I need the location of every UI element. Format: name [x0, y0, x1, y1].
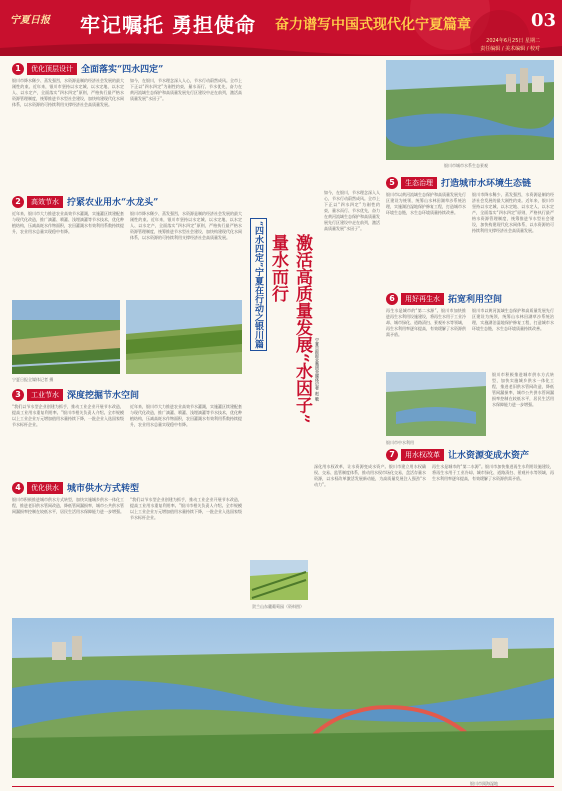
section-4-col-a: 银川市积极推进城市供水方式转型，加快实施城乡供水一体化工程，推进老旧供水管网改造，降低管网漏损率，城市公共供水管网漏损率控制在较低水平，居民生活用水保障能力进一步增强。: [12, 497, 124, 514]
section-2-col-a: 近年来，银川市大力推进农业高效节水灌溉，实施灌区续建配套与现代化改造，推广滴灌、喷灌、浅埋滴灌等节水技术，优化种植结构，压减高耗水作物面积，农田灌溉水有效利用系数持续提升，农业用水总量实现稳中有降。: [12, 211, 124, 234]
city-photo-caption: 银川市城市水系生态景观: [444, 163, 488, 168]
page-main-title: 牢记嘱托 勇担使命: [80, 13, 256, 37]
page-sub-title: 奋力谱写中国式现代化宁夏篇章: [275, 17, 471, 33]
editor-credit: 责任编辑 / 美术编辑 / 校对: [480, 46, 540, 52]
section-1-col-b: 如今，在银川，节水理念深入人心，节水行动蔚然成风。全市上下正以“四水四定”为刚性约束，量水而行、节水优先，奋力在黄河流域生态保护和高质量发展先行区建设中走在前列，激活高质量发展“水因子”。: [130, 78, 242, 101]
reclaimed-water-photo: [386, 372, 486, 436]
vineyard-caption: 贺兰山东麓葡萄园（资料图）: [252, 604, 304, 609]
feature-byline: 宁夏日报报业集团全媒体记者 赵 敏: [315, 338, 320, 401]
section-title: 打造城市水环境生态链: [441, 179, 532, 189]
section-2-col-b: 银川市降水稀少、蒸发强烈，水资源是制约经济社会发展的最大刚性约束。近年来，银川市坚持以水定城、以水定地、以水定人、以水定产，全面落实“四水四定”原则，严格执行最严格水资源管理制度，统筹推进节水型社会建设，加快构建现代化水网体系，以水资源的可持续利用支撑经济社会高质量发展。: [130, 211, 242, 240]
section-kicker: 优化供水: [27, 482, 63, 494]
farmland-photo: [12, 300, 120, 374]
section-title: 城市供水方式转型: [67, 484, 140, 494]
section-1-col-a: 银川市降水稀少、蒸发强烈，水资源是制约经济社会发展的最大刚性约束。近年来，银川市坚持以水定城、以水定地、以水定人、以水定产，全面落实“四水四定”原则，严格执行最严格水资源管理制度，统筹推进节水型社会建设，加快构建现代化水网体系，以水资源的可持续利用支撑经济社会高质量发展。: [12, 78, 124, 107]
section-5-col-a: 银川市以黄河流域生态保护和高质量发展先行区建设为统领，统筹山水林田湖草沙系统治理，实施湖泊湿地保护修复工程，打造城市水环境生态链，水生态环境质量持续改善。: [386, 192, 466, 215]
section-6-col-c: 银川市积极推进城市供水方式转型，加快实施城乡供水一体化工程，推进老旧供水管网改造，降低管网漏损率，城市公共供水管网漏损率控制在较低水平，居民生活用水保障能力进一步增强。: [492, 372, 554, 407]
section-6-heading: [386, 292, 502, 305]
feature-lead-text: 如今，在银川，节水理念深入人心，节水行动蔚然成风。全市上下正以“四水四定”为刚性约束，量水而行、节水优先，奋力在黄河流域生态保护和高质量发展先行区建设中走在前列，激活高质量发展“水因子”。: [324, 190, 380, 231]
section-5-heading: [386, 176, 531, 189]
section-title: 全面落实“四水四定”: [81, 65, 164, 75]
section-kicker: 用好再生水: [401, 293, 444, 305]
section-3-col-b: 近年来，银川市大力推进农业高效节水灌溉，实施灌区续建配套与现代化改造，推广滴灌、喷灌、浅埋滴灌等节水技术，优化种植结构，压减高耗水作物面积，农田灌溉水有效利用系数持续提升，农业用水总量实现稳中有降。: [130, 404, 242, 427]
section-7-col-a: 深化用水权改革，让水资源变成水资产。银川市建立用水权确权、交易、监管制度体系，推动用水权市场化交易，盘活存量水资源，以水权改革激活发展新动能，为高质量发展注入强劲“水动力”。: [314, 464, 426, 487]
panorama-caption: 银川市阅海湿地: [470, 781, 498, 786]
irrigation-photo: [126, 300, 242, 374]
section-kicker: 生态治理: [401, 177, 437, 189]
section-7-heading: [386, 448, 529, 461]
section-4-heading: [12, 481, 139, 494]
section-number: 1: [12, 63, 24, 75]
section-number: 6: [386, 293, 398, 305]
section-6-col-a: 再生水是城市的“第二水源”。银川市加快推进再生水利用设施建设，将再生水用于工业冷却、城市绿化、道路清扫、景观补水等领域，再生水利用率逐年提高，有效缓解了水资源供需矛盾。: [386, 308, 466, 337]
bottom-rule: [12, 786, 554, 787]
feature-headline-2: 激活高质量发展“水因子”: [292, 234, 312, 424]
section-title: 拓宽利用空间: [448, 295, 503, 305]
section-2-heading: [12, 195, 158, 208]
section-5-col-b: 银川市降水稀少、蒸发强烈，水资源是制约经济社会发展的最大刚性约束。近年来，银川市坚持以水定城、以水定地、以水定人、以水定产，全面落实“四水四定”原则，严格执行最严格水资源管理制度，统筹推进节水型社会建设，加快构建现代化水网体系，以水资源的可持续利用支撑经济社会高质量发展。: [472, 192, 554, 233]
section-3-heading: [12, 388, 139, 401]
page-number: 03: [530, 10, 556, 31]
issue-date: 2024年6月25日 星期二: [486, 38, 540, 44]
section-title: 拧紧农业用水“水龙头”: [67, 198, 159, 208]
vineyard-photo: [250, 560, 308, 600]
page-header: [0, 0, 562, 56]
section-kicker: 优化顶层设计: [27, 63, 77, 75]
section-1-heading: [12, 62, 163, 75]
section-title: 让水资源变成水资产: [448, 451, 530, 461]
section-number: 3: [12, 389, 24, 401]
section-4-col-b: “我们以节水型企业创建为抓手，推动工业企业开展节水改造，提高工业用水重复利用率。”银川市相关负责人介绍。全市规模以上工业企业万元增加值用水量持续下降，一批企业入选国家级节水标杆企业。: [130, 497, 242, 520]
feature-kicker: “四水四定”宁夏在行动之银川篇: [250, 218, 267, 351]
section-6-col-b: 银川市以黄河流域生态保护和高质量发展先行区建设为统领，统筹山水林田湖草沙系统治理，实施湖泊湿地保护修复工程，打造城市水环境生态链，水生态环境质量持续改善。: [472, 308, 554, 331]
section-number: 5: [386, 177, 398, 189]
reclaimed-photo-caption: 银川市中水利用: [386, 440, 414, 445]
section-7-col-b: 再生水是城市的“第二水源”。银川市加快推进再生水利用设施建设，将再生水用于工业冷却、城市绿化、道路清扫、景观补水等领域，再生水利用率逐年提高，有效缓解了水资源供需矛盾。: [432, 464, 554, 481]
panorama-photo: [12, 618, 554, 778]
section-kicker: 用水权改革: [401, 449, 444, 461]
masthead-logo: 宁夏日报: [10, 15, 50, 26]
section-kicker: 高效节水: [27, 196, 63, 208]
section-title: 深度挖掘节水空间: [67, 391, 140, 401]
photo-caption: 宁夏日报全媒体记者 摄: [12, 377, 54, 382]
section-kicker: 工业节水: [27, 389, 63, 401]
section-number: 7: [386, 449, 398, 461]
section-number: 4: [12, 482, 24, 494]
city-water-photo: [386, 60, 554, 160]
feature-headline-1: 量水而行: [268, 234, 288, 302]
section-3-col-a: “我们以节水型企业创建为抓手，推动工业企业开展节水改造，提高工业用水重复利用率。”银川市相关负责人介绍。全市规模以上工业企业万元增加值用水量持续下降，一批企业入选国家级节水标杆企业。: [12, 404, 124, 427]
section-number: 2: [12, 196, 24, 208]
